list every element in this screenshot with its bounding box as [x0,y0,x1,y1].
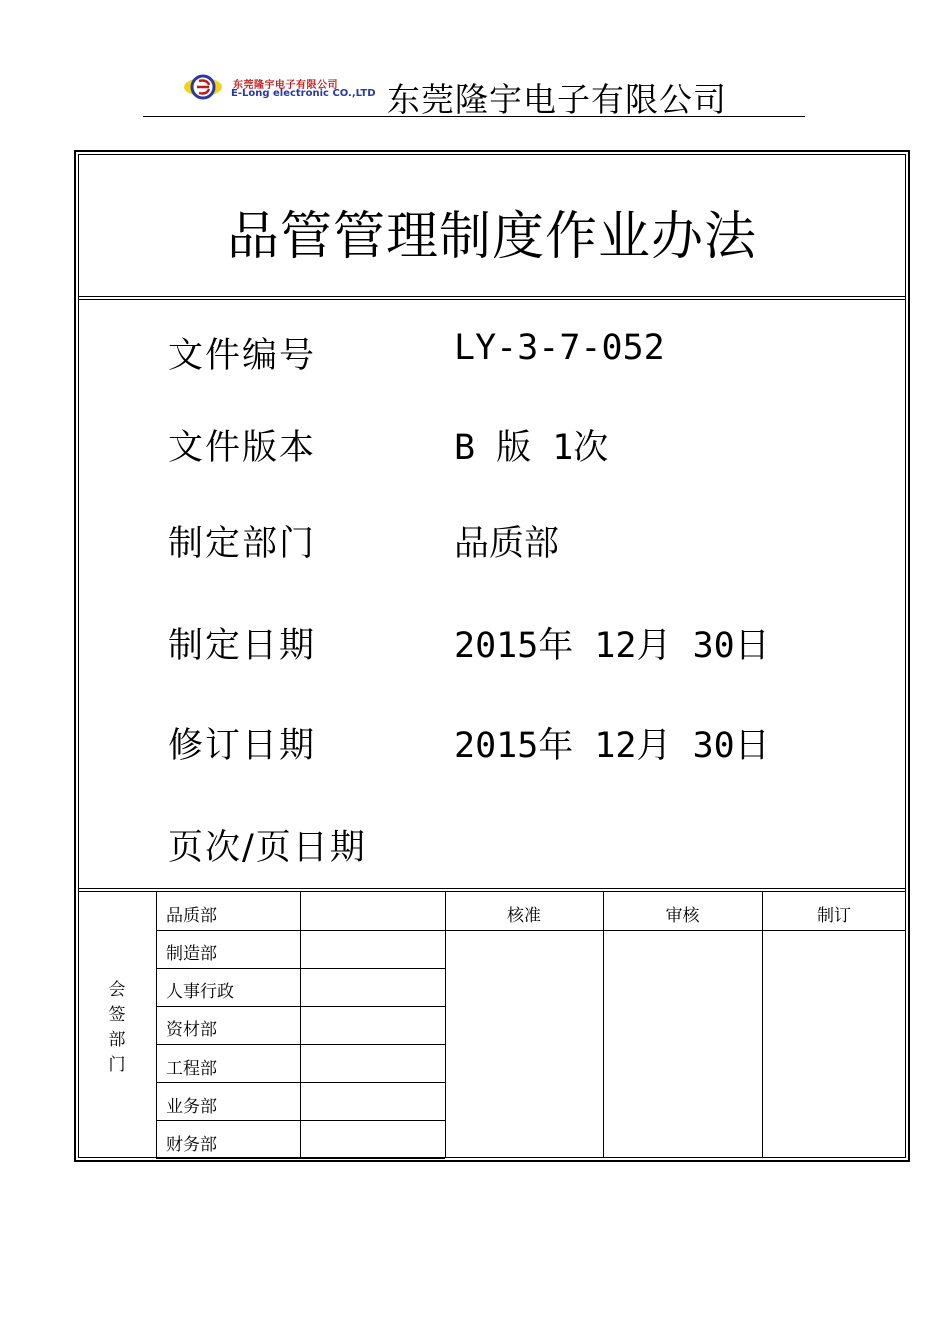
dept-finance: 财务部 [166,1135,217,1155]
title-divider [78,296,906,300]
dept-hr-admin: 人事行政 [166,982,234,1002]
signoff-table [78,892,906,1158]
document-frame [74,150,910,1162]
field-value-revision-date: 2015年 12月 30日 [454,726,770,766]
signoff-group-label: 会 签 部 门 [108,980,126,1075]
field-value-department: 品质部 [454,524,560,564]
document-title: 品管管理制度作业办法 [226,207,757,267]
field-value-create-date: 2015年 12月 30日 [454,626,770,666]
field-label-create-date: 制定日期 [168,626,317,666]
company-logo-icon [183,72,223,102]
field-label-version: 文件版本 [168,428,317,468]
dept-sales: 业务部 [166,1097,217,1117]
field-label-page: 页次/页日期 [168,828,367,868]
field-value-doc-number: LY-3-7-052 [454,328,665,368]
page-header [143,66,805,117]
field-value-version: B 版 1次 [454,428,609,468]
column-prepared: 制订 [817,906,851,926]
dept-manufacturing: 制造部 [166,944,217,964]
field-label-revision-date: 修订日期 [168,726,317,766]
logo-chinese-name: 东莞隆宇电子有限公司 [233,80,338,91]
column-approve: 核准 [507,906,541,926]
company-name: 东莞隆宇电子有限公司 [387,80,727,119]
field-label-doc-number: 文件编号 [168,336,317,376]
column-review: 审核 [665,906,700,926]
dept-engineering: 工程部 [166,1059,217,1079]
dept-materials: 资材部 [166,1020,217,1040]
dept-quality: 品质部 [166,906,217,926]
field-label-department: 制定部门 [168,524,317,564]
logo-english-name: E-Long electronic CO.,LTD [231,88,376,99]
